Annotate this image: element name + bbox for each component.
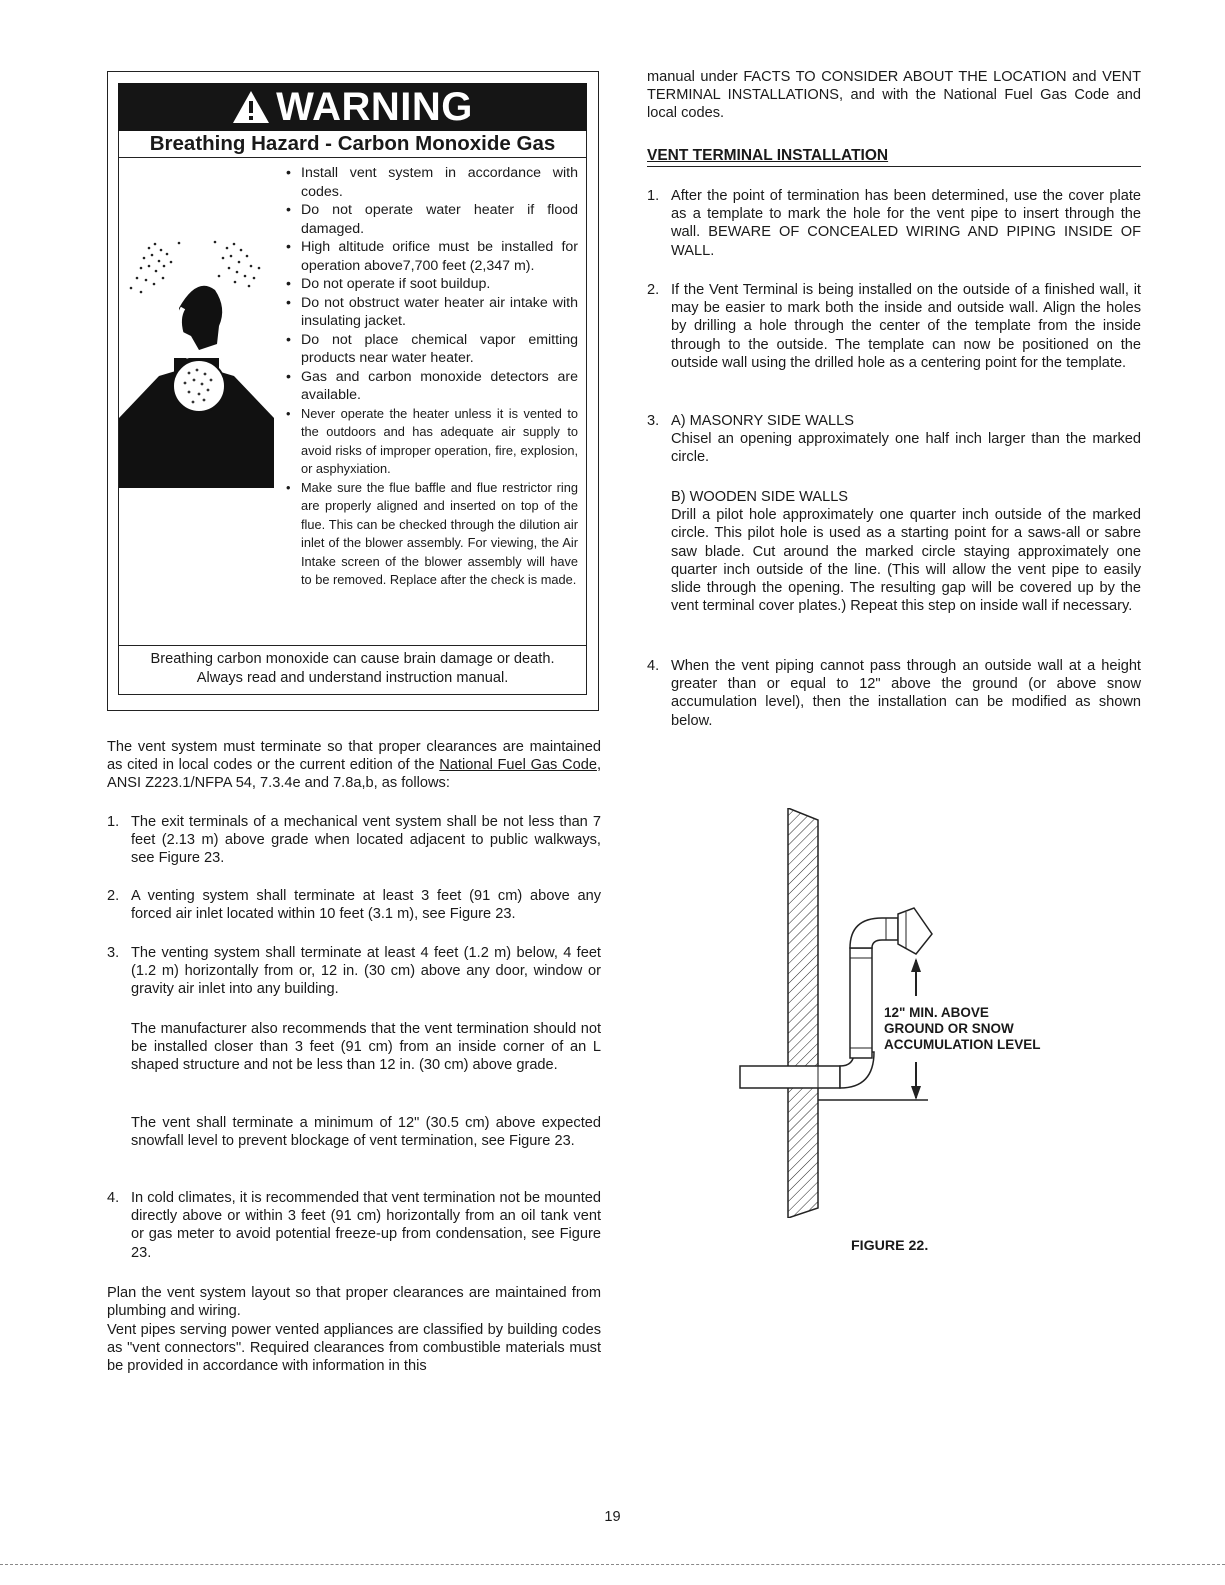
list-item [647, 187, 1141, 260]
wooden-text: Drill a pilot hole approximately one quarter inch outside of the marked circle. This pilot hole is used as a starting point for a saws-all or sabre saw blade. Cut around the marked circle staying approximately one quarter inch outside of the line. (This will allow the vent pipe to easily slide through the opening. The resulting gap will be covered up by the vent terminal cover plates.) Repeat this step on inside wall if necessary. [671, 507, 1141, 615]
carbon-monoxide-hazard-illustration [119, 158, 274, 645]
section-heading: VENT TERMINAL INSTALLATION [647, 147, 1141, 167]
manufacturer-recommendation: The manufacturer also recommends that the vent termination should not be installed closer than 3 feet (91 cm) from an inside corner of an L shaped structure and not be less than 12 in. (30 cm) above grade. [131, 1021, 601, 1074]
warning-bullet: • Do not place chemical vapor emitting products near water heater. [286, 331, 578, 368]
masonry-title: A) MASONRY SIDE WALLS [671, 413, 855, 429]
warning-bullet: • Make sure the flue baffle and flue restrictor ring are properly aligned and inserted on top of the flue. This can be checked through the dilution air inlet of the blower assembly. For viewing, the Air Intake screen of the blower assembly will have to be removed. Replace after the check is made. [286, 479, 578, 590]
item-text: A venting system shall terminate at least 3 feet (91 cm) above any forced air inlet located within 10 feet (3.1 m), see Figure 23. [131, 888, 601, 923]
page-bottom-rule [0, 1564, 1225, 1565]
warning-bullet: • Do not obstruct water heater air intake with insulating jacket. [286, 294, 578, 331]
warning-bullet: • Do not operate water heater if flood damaged. [286, 201, 578, 238]
warning-inner [118, 83, 587, 695]
item-number: 4. [647, 658, 660, 674]
item-number: 1. [107, 814, 120, 830]
item-text: The exit terminals of a mechanical vent system shall be not less than 7 feet (2.13 m) above grade when located adjacent to public walkways, see Figure 23. [131, 814, 601, 867]
warning-bullet: • Install vent system in accordance with codes. [286, 164, 578, 201]
warning-footer-line-1: Breathing carbon monoxide can cause brain damage or death. [150, 651, 555, 667]
figure-22-label [884, 1005, 1041, 1053]
item-number: 1. [647, 188, 660, 204]
national-fuel-gas-code-ref: National Fuel Gas Code [439, 757, 597, 774]
list-item [647, 281, 1141, 372]
item-number: 4. [107, 1190, 120, 1206]
intro-text-end: , ANSI Z223.1/NFPA 54, 7.3.4e and 7.8a,b, as follows: [107, 757, 601, 792]
item-number: 3. [647, 413, 660, 429]
warning-bullet: • Do not operate if soot buildup. [286, 275, 578, 294]
warning-footer [118, 645, 587, 695]
warning-footer-line-2: Always read and understand instruction manual. [196, 670, 509, 686]
warning-header [118, 83, 587, 131]
item-text: After the point of termination has been determined, use the cover plate as a template to mark the hole for the vent pipe to insert through the wall. BEWARE OF CONCEALED WIRING AND PIPING INSIDE OF WALL. [671, 188, 1141, 259]
warning-subtitle: Breathing Hazard - Carbon Monoxide Gas [118, 131, 587, 158]
plan-paragraph: Plan the vent system layout so that proper clearances are maintained from plumbing and wiring. [107, 1285, 601, 1320]
wooden-walls-block [647, 488, 1141, 615]
continued-paragraph: manual under FACTS TO CONSIDER ABOUT THE LOCATION and VENT TERMINAL INSTALLATIONS, and with the National Fuel Gas Code and local codes. [647, 69, 1141, 122]
warning-bullet: • Gas and carbon monoxide detectors are available. [286, 368, 578, 405]
warning-bullet: • Never operate the heater unless it is vented to the outdoors and has adequate air supply to avoid risks of improper operation, fire, explosion, or asphyxiation. [286, 405, 578, 479]
warning-title: WARNING [276, 84, 473, 129]
list-item [647, 412, 1141, 467]
list-item [107, 944, 601, 999]
figure-label-line: ACCUMULATION LEVEL [884, 1037, 1041, 1052]
item-number: 2. [647, 282, 660, 298]
figure-label-line: GROUND OR SNOW [884, 1021, 1014, 1036]
item-text: When the vent piping cannot pass through an outside wall at a height greater than or equal to 12" above the ground (or above snow accumulation level), then the installation can be modified as shown below. [671, 658, 1141, 729]
warning-triangle-icon [232, 90, 270, 124]
figure-caption: FIGURE 22. [851, 1238, 929, 1254]
warning-bullet-list [274, 158, 586, 645]
list-item [647, 657, 1141, 730]
figure-label-line: 12" MIN. ABOVE [884, 1005, 989, 1020]
item-number: 2. [107, 888, 120, 904]
item-text: The venting system shall terminate at least 4 feet (1.2 m) below, 4 feet (1.2 m) horizontally from or, 12 in. (30 cm) above any door, window or gravity air inlet into any building. [131, 945, 601, 998]
warning-box [107, 71, 599, 711]
item-text [671, 412, 1141, 467]
list-item [107, 887, 601, 923]
item-text: If the Vent Terminal is being installed on the outside of a finished wall, it may be easier to mark both the inside and outside wall. Align the holes by drilling a hole through the center of the template from the inside through to the outside. The template can now be positioned on the outside wall using the drilled hole as a centering point for the template. [671, 282, 1141, 371]
list-item [107, 813, 601, 868]
intro-text: The vent system must terminate so that proper clearances are maintained as cited in local codes or the current edition of the [107, 739, 601, 774]
warning-body [118, 158, 587, 645]
wall [788, 808, 818, 1218]
list-item [107, 1189, 601, 1262]
intro-paragraph [107, 738, 601, 793]
wooden-title: B) WOODEN SIDE WALLS [671, 489, 849, 505]
page-number: 19 [604, 1509, 621, 1525]
warning-bullet: • High altitude orifice must be installed for operation above7,700 feet (2,347 m). [286, 238, 578, 275]
item-number: 3. [107, 945, 120, 961]
vent-connector-paragraph: Vent pipes serving power vented appliances are classified by building codes as "vent connectors". Required clearances from combustible materials must be provided in accordance with information in this [107, 1322, 601, 1375]
masonry-text: Chisel an opening approximately one half inch larger than the marked circle. [671, 431, 1141, 466]
snowfall-note: The vent shall terminate a minimum of 12" (30.5 cm) above expected snowfall level to prevent blockage of vent termination, see Figure 23. [131, 1115, 601, 1150]
item-text: In cold climates, it is recommended that vent termination not be mounted directly above or within 3 feet (91 cm) horizontally from an oil tank vent or gas meter to avoid potential freeze-up from condensation, see Figure 23. [131, 1190, 601, 1261]
